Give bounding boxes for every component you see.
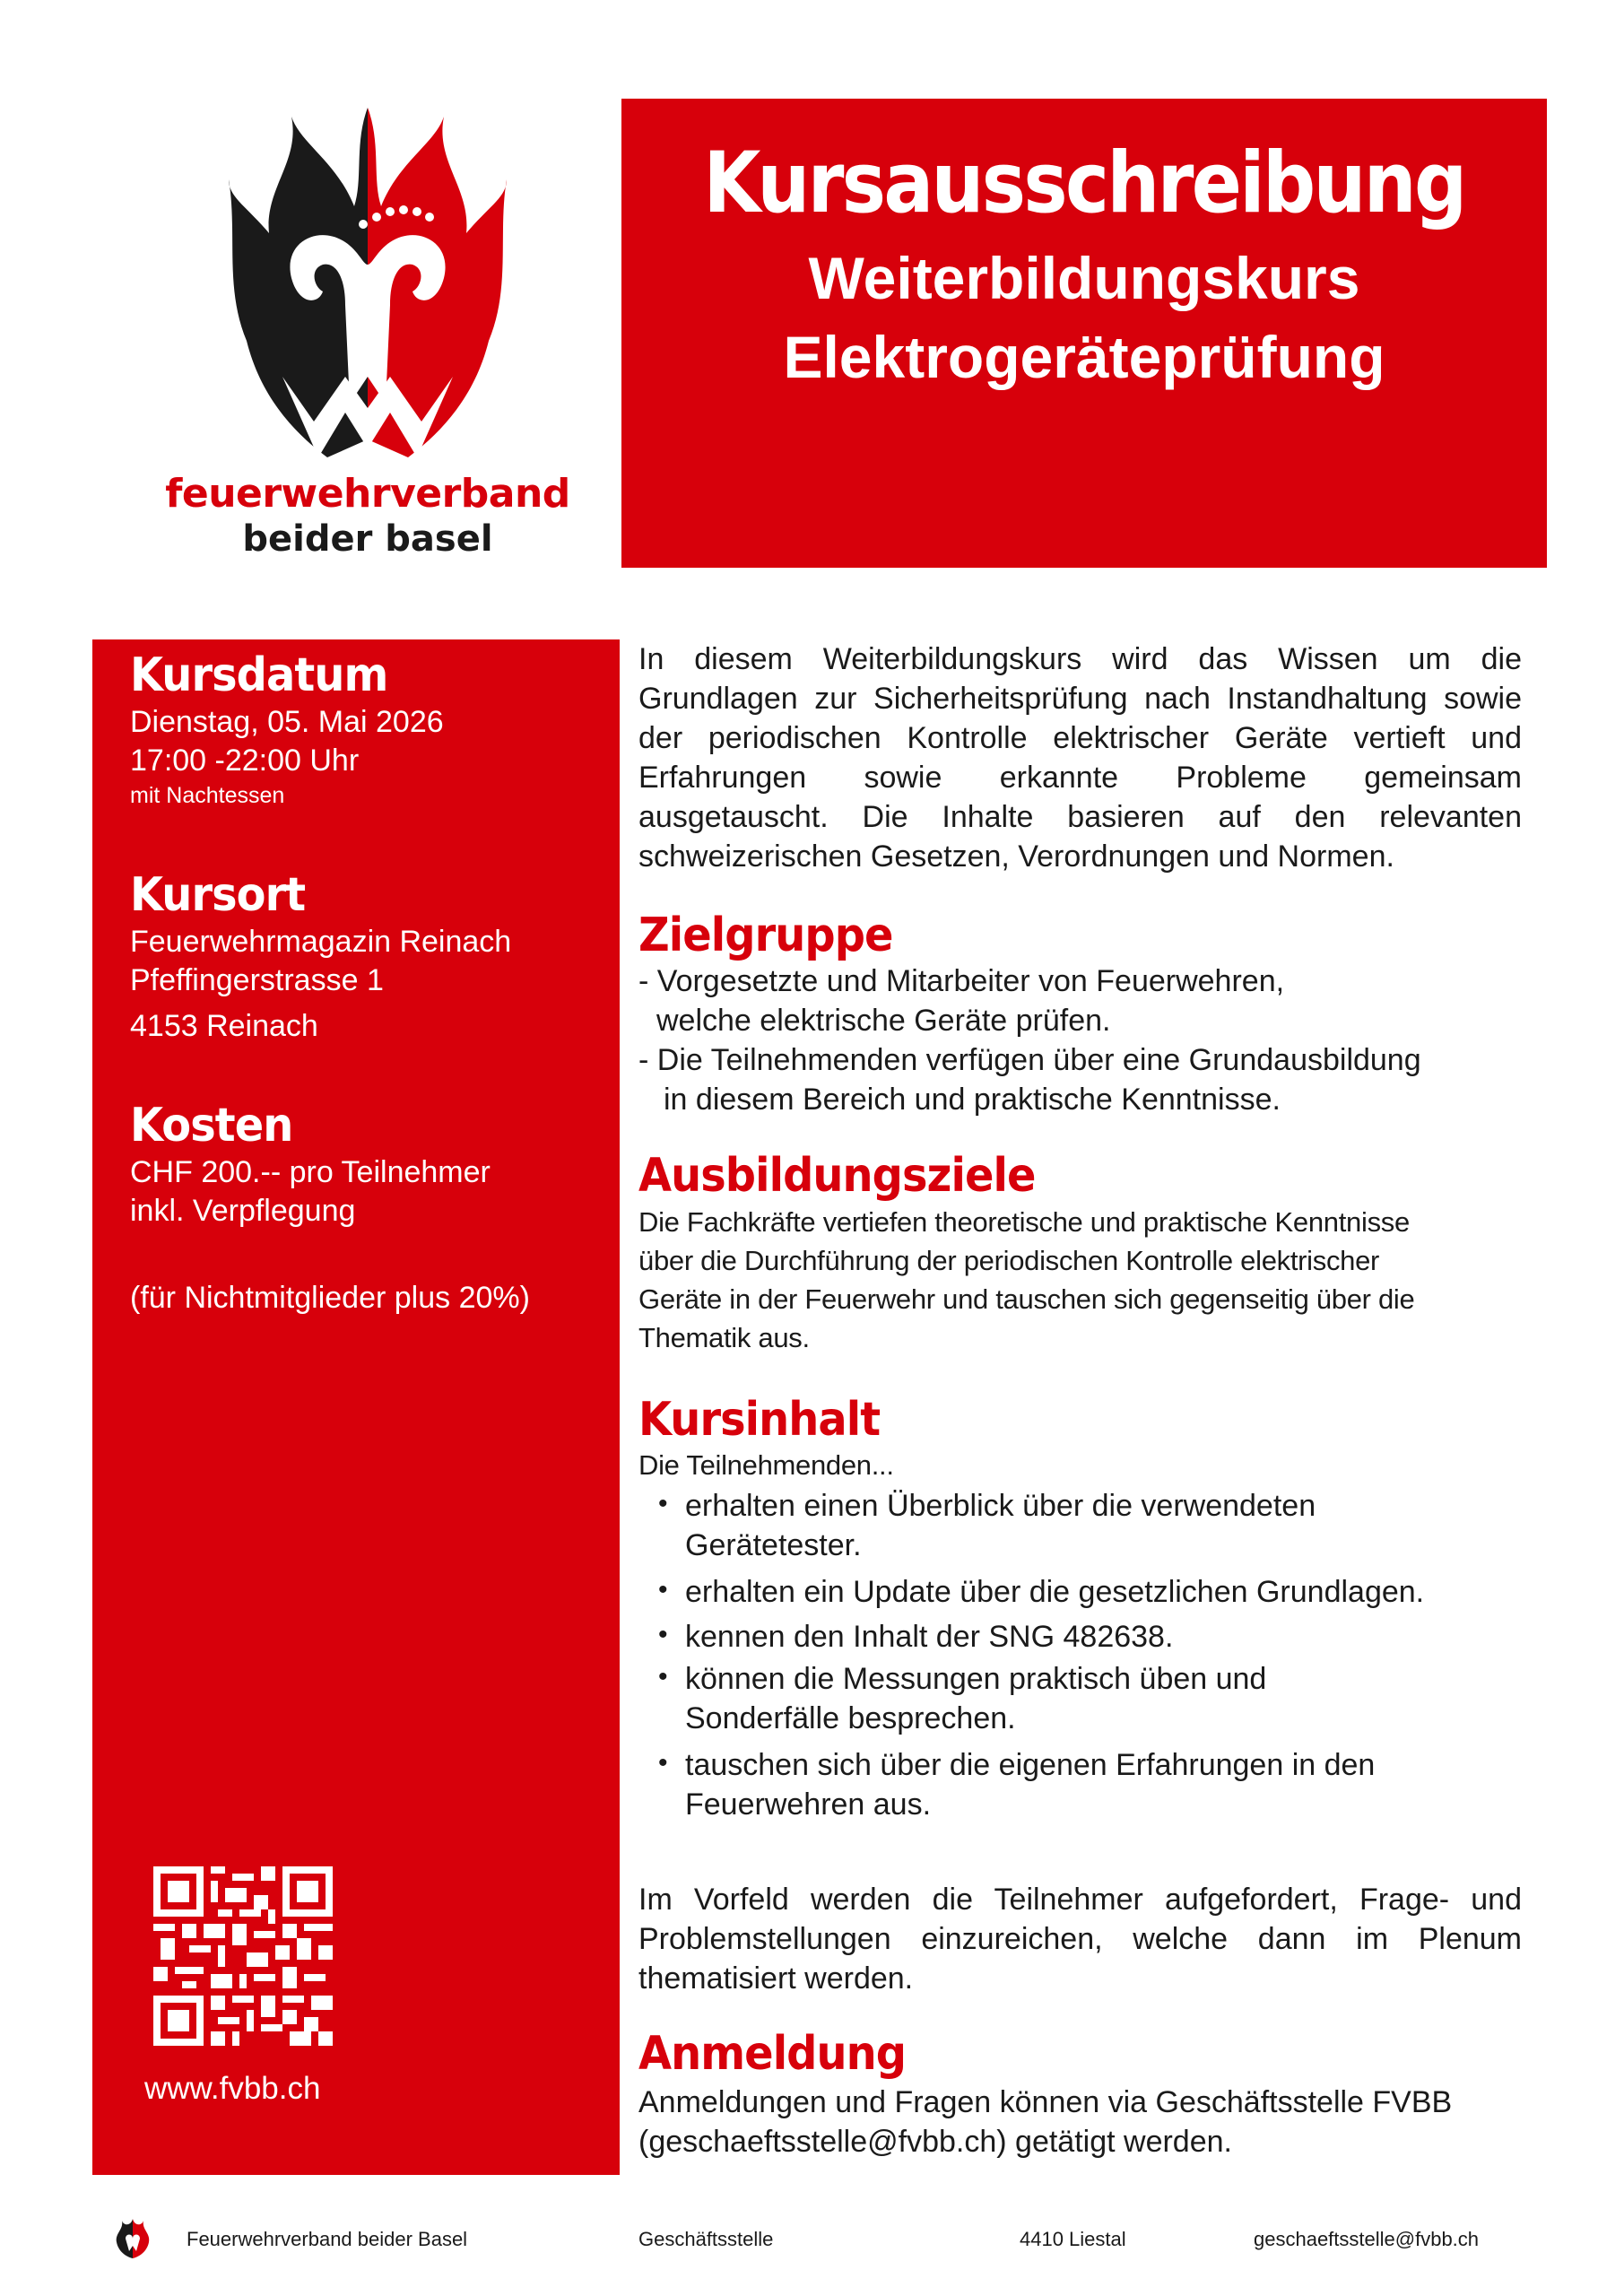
kursdatum-date: Dienstag, 05. Mai 2026 <box>130 705 444 739</box>
ausbildungsziele-line2: über die Durchführung der periodischen Kontrolle elektrischer <box>638 1245 1380 1276</box>
kosten-line2: inkl. Verpflegung <box>130 1194 356 1228</box>
bullet-icon: • <box>658 1575 668 1605</box>
ausbildungsziele-line1: Die Fachkräfte vertiefen theoretische und praktische Kenntnisse <box>638 1206 1410 1238</box>
kosten-line3: (für Nichtmitglieder plus 20%) <box>130 1281 530 1315</box>
zielgruppe-line4: in diesem Bereich und praktische Kenntnisse. <box>664 1083 1281 1117</box>
kursdatum-note: mit Nachtessen <box>130 783 285 808</box>
kursinhalt-bullet1-line2: Gerätetester. <box>685 1528 862 1562</box>
zielgruppe-line3: - Die Teilnehmenden verfügen über eine Grundausbildung <box>638 1043 1421 1077</box>
kursinhalt-lead: Die Teilnehmenden... <box>638 1449 894 1481</box>
kursinhalt-bullet3: kennen den Inhalt der SNG 482638. <box>685 1620 1174 1654</box>
ausbildungsziele-line4: Thematik aus. <box>638 1322 810 1353</box>
kursinhalt-bullet4-line2: Sonderfälle besprechen. <box>685 1701 1016 1735</box>
vorfeld-paragraph: Im Vorfeld werden die Teilnehmer aufgefordert, Frage- und Problemstellungen einzureichen, welche dann im Plenum thematisiert werden. <box>638 1883 1522 1996</box>
footer-email[interactable]: geschaeftsstelle@fvbb.ch <box>1254 2228 1480 2250</box>
intro-paragraph: In diesem Weiterbildungskurs wird das Wissen um die Grundlagen zur Sicherheitsprüfung nach Instandhaltung sowie der periodischen Kontrolle elektrischer Geräte vertieft und Erfahrungen sowie erkannte Probleme gemeinsam ausgetauscht. Die Inhalte basieren auf den relevanten schweizerischen Gesetzen, Verordnungen und Normen. <box>638 642 1522 874</box>
logo-text-line1: feuerwehrverband <box>165 471 570 517</box>
kursinhalt-bullet5-line1: tauschen sich über die eigenen Erfahrungen in den <box>685 1748 1376 1782</box>
bullet-icon: • <box>658 1620 668 1649</box>
header-banner <box>621 99 1547 568</box>
zielgruppe-heading: Zielgruppe <box>638 909 893 962</box>
footer-city: 4410 Liestal <box>1020 2228 1126 2250</box>
ausbildungsziele-line3: Geräte in der Feuerwehr und tauschen sich gegenseitig über die <box>638 1283 1415 1315</box>
anmeldung-heading: Anmeldung <box>638 2027 907 2081</box>
kosten-heading: Kosten <box>130 1099 293 1152</box>
kursinhalt-bullet5-line2: Feuerwehren aus. <box>685 1787 932 1822</box>
kursdatum-time: 17:00 -22:00 Uhr <box>130 744 360 778</box>
kursinhalt-bullet4-line1: können die Messungen praktisch üben und <box>685 1662 1267 1696</box>
zielgruppe-line1: - Vorgesetzte und Mitarbeiter von Feuerwehren, <box>638 964 1285 998</box>
anmeldung-line2: (geschaeftsstelle@fvbb.ch) getätigt werden. <box>638 2125 1232 2159</box>
bullet-icon: • <box>658 1489 668 1518</box>
page-title: Kursausschreibung <box>703 135 1465 232</box>
bullet-icon: • <box>658 1748 668 1778</box>
ausbildungsziele-heading: Ausbildungsziele <box>638 1149 1036 1203</box>
qr-code-icon[interactable] <box>153 1866 333 2046</box>
kursinhalt-bullet2: erhalten ein Update über die gesetzlichen Grundlagen. <box>685 1575 1425 1609</box>
flame-emblem-icon <box>229 108 507 466</box>
kursort-line3: 4153 Reinach <box>130 1009 318 1043</box>
bullet-icon: • <box>658 1662 668 1692</box>
website-link[interactable]: www.fvbb.ch <box>144 2071 321 2106</box>
kursort-line1: Feuerwehrmagazin Reinach <box>130 925 512 959</box>
logo-text-line2: beider basel <box>242 518 493 560</box>
kursinhalt-heading: Kursinhalt <box>638 1393 881 1447</box>
footer-office: Geschäftsstelle <box>638 2228 774 2250</box>
subtitle-line2: Elektrogeräteprüfung <box>783 324 1385 390</box>
footer-bar <box>0 2215 1624 2269</box>
kursort-heading: Kursort <box>130 868 306 922</box>
anmeldung-line1: Anmeldungen und Fragen können via Geschäftsstelle FVBB <box>638 2085 1453 2119</box>
zielgruppe-line2: welche elektrische Geräte prüfen. <box>656 1004 1111 1038</box>
kosten-line1: CHF 200.-- pro Teilnehmer <box>130 1155 491 1189</box>
footer-org: Feuerwehrverband beider Basel <box>187 2228 468 2250</box>
info-sidebar <box>92 639 620 2175</box>
subtitle-line1: Weiterbildungskurs <box>808 245 1360 311</box>
kursinhalt-bullet1-line1: erhalten einen Überblick über die verwendeten <box>685 1489 1316 1523</box>
kursdatum-heading: Kursdatum <box>130 648 388 702</box>
organization-logo <box>143 108 592 574</box>
kursort-line2: Pfeffingerstrasse 1 <box>130 963 384 997</box>
